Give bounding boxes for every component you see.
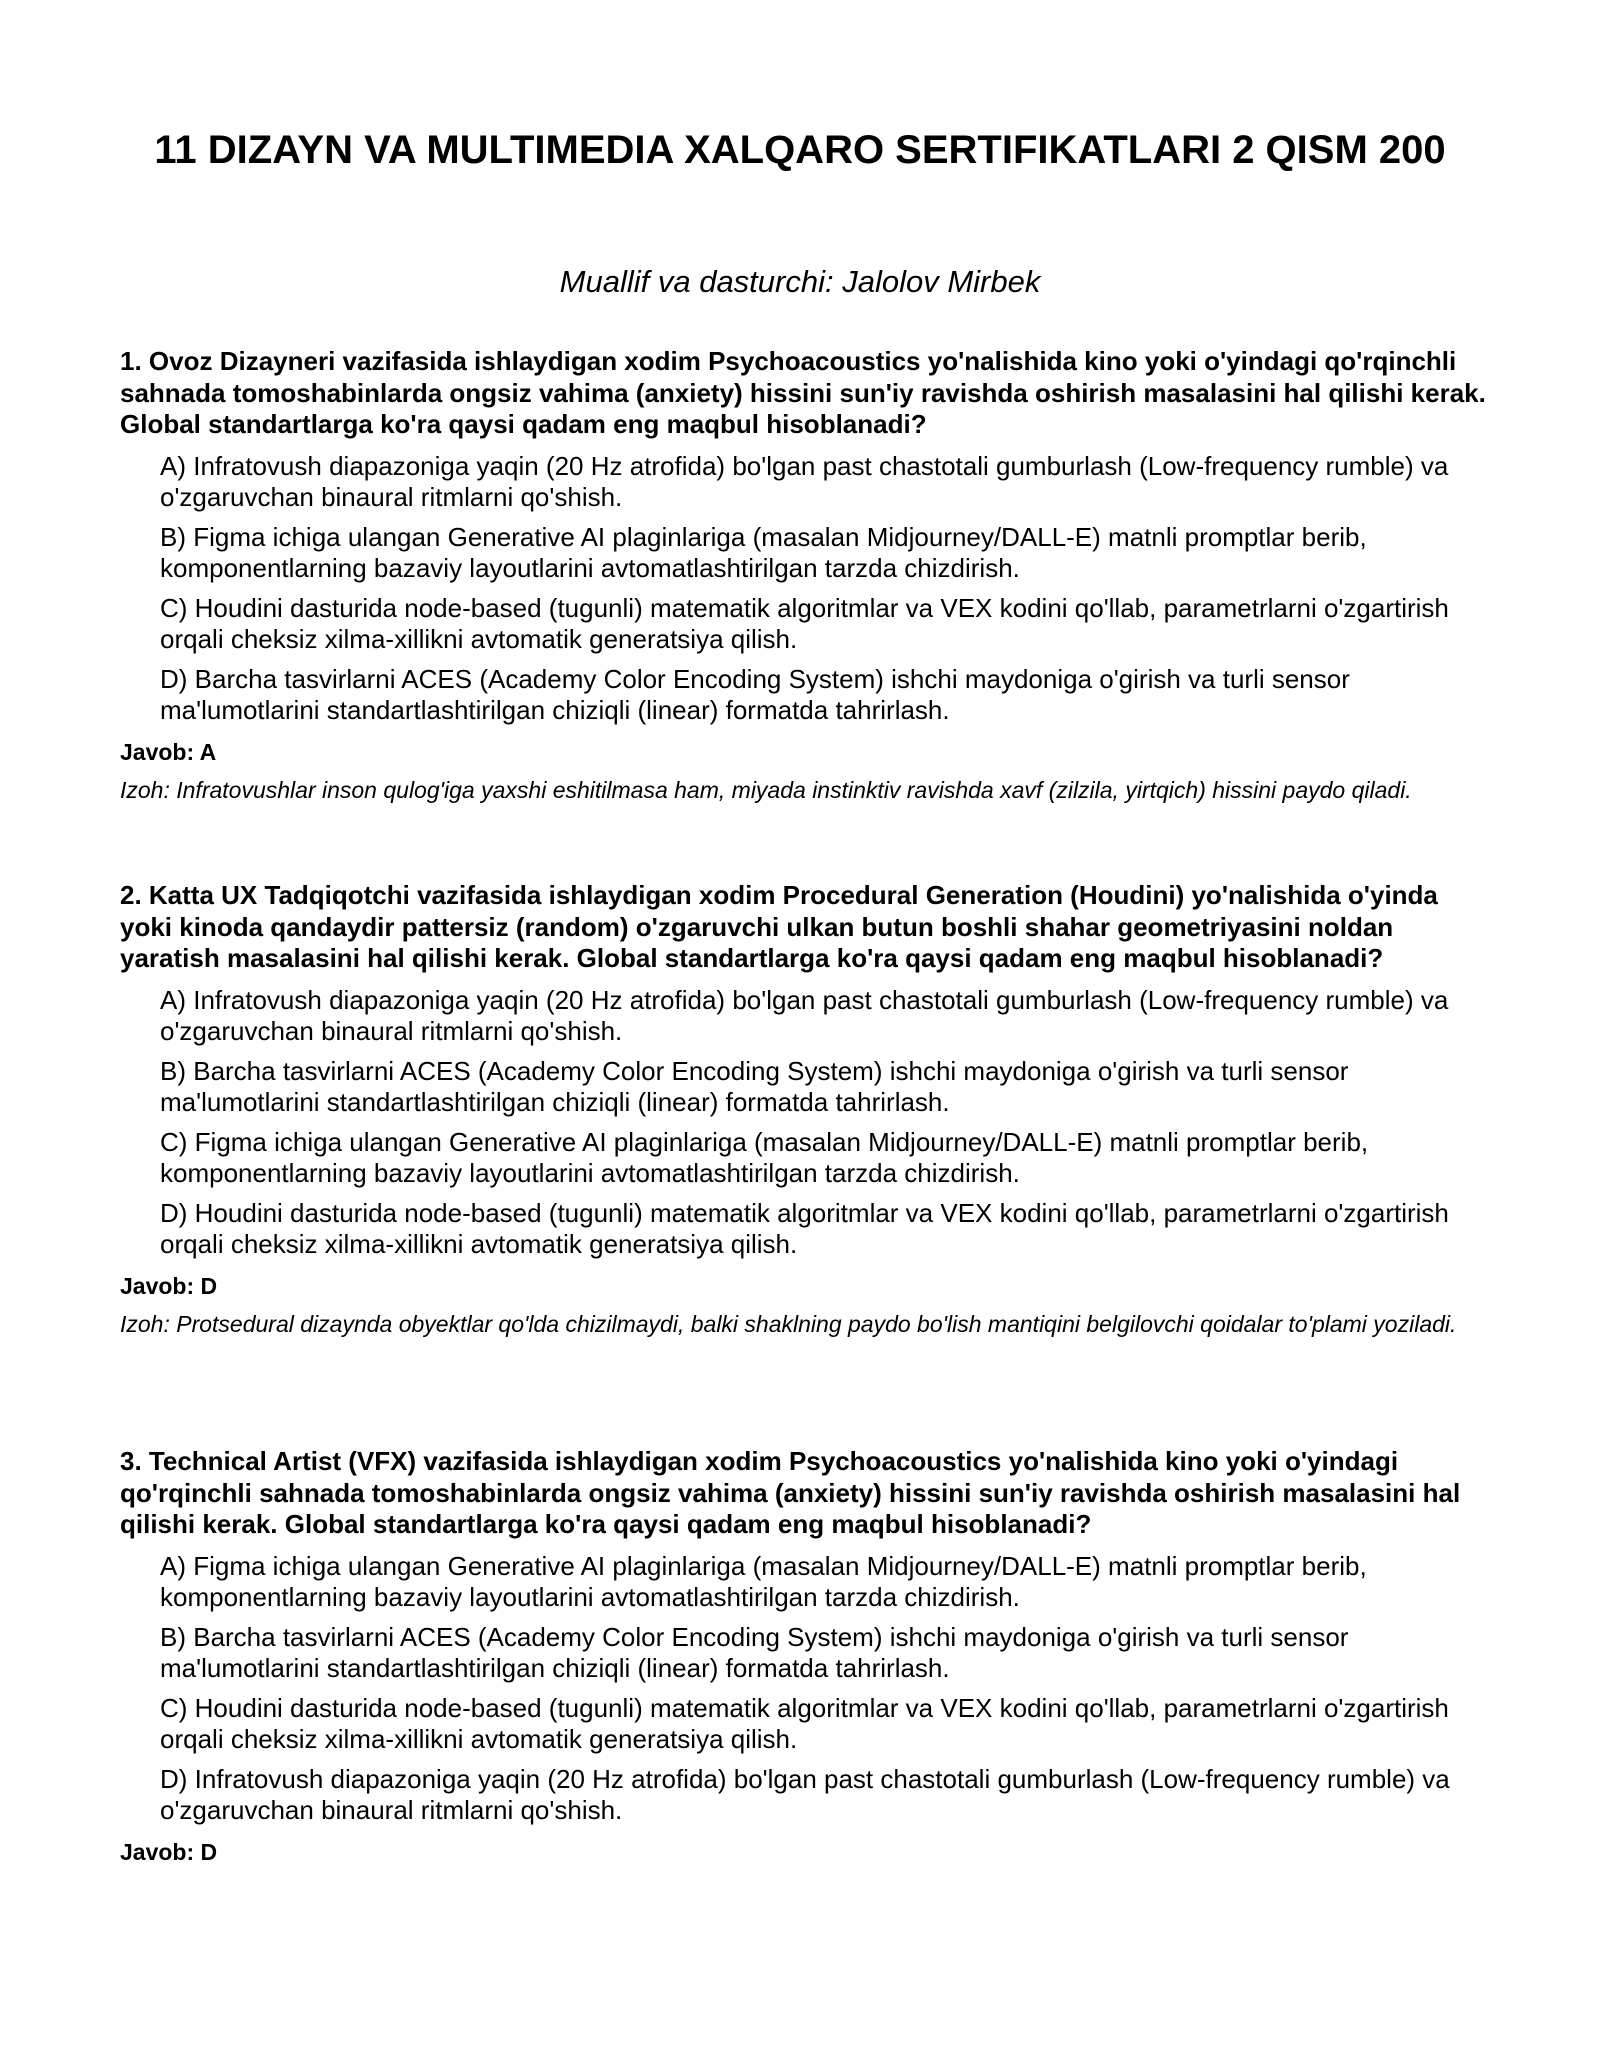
document-author: Muallif va dasturchi: Jalolov Mirbek: [559, 264, 1041, 299]
option-c: C) Houdini dasturida node-based (tugunli) matematik algoritmlar va VEX kodini qo'llab, parametrlarni o'zgartirish orqali cheksiz xilma-xillikni avtomatik generatsiya qilish.: [160, 1692, 1449, 1754]
option-b: B) Barcha tasvirlarni ACES (Academy Color Encoding System) ishchi maydoniga o'girish va turli sensor ma'lumotlarini standartlashtirilgan chiziqli (linear) formatda tahrirlash.: [160, 1621, 1349, 1683]
option-b: B) Barcha tasvirlarni ACES (Academy Color Encoding System) ishchi maydoniga o'girish va turli sensor ma'lumotlarini standartlashtirilgan chiziqli (linear) formatda tahrirlash.: [160, 1055, 1349, 1117]
question-text: 3. Technical Artist (VFX) vazifasida ishlaydigan xodim Psychoacoustics yo'nalishida kino yoki o'yindagi qo'rqinchli sahnada tomoshabinlarda ongsiz vahima (anxiety) hissini sun'iy ravishda oshirish masalasini hal qilishi kerak. Global standartlarga ko'ra qaysi qadam eng maqbul hisoblanadi?: [120, 1446, 1461, 1539]
question-2: [120, 880, 1490, 1340]
option-d: D) Barcha tasvirlarni ACES (Academy Color Encoding System) ishchi maydoniga o'girish va turli sensor ma'lumotlarini standartlashtirilgan chiziqli (linear) formatda tahrirlash.: [160, 663, 1350, 725]
answer-key: Javob: D: [120, 1838, 218, 1865]
answer-options: [120, 1551, 1490, 1827]
document-title: 11 DIZAYN VA MULTIMEDIA XALQARO SERTIFIKATLARI 2 QISM 200: [154, 128, 1446, 172]
option-d: D) Houdini dasturida node-based (tugunli) matematik algoritmlar va VEX kodini qo'llab, parametrlarni o'zgartirish orqali cheksiz xilma-xillikni avtomatik generatsiya qilish.: [160, 1197, 1449, 1259]
explanation-note: Izoh: Infratovushlar inson qulog'iga yaxshi eshitilmasa ham, miyada instinktiv ravishda xavf (zilzila, yirtqich) hissini paydo qiladi.: [120, 776, 1412, 803]
answer-key: Javob: A: [120, 738, 217, 765]
question-3: [120, 1446, 1490, 1867]
question-text: 1. Ovoz Dizayneri vazifasida ishlaydigan xodim Psychoacoustics yo'nalishida kino yoki o'yindagi qo'rqinchli sahnada tomoshabinlarda ongsiz vahima (anxiety) hissini sun'iy ravishda oshirish masalasini hal qilishi kerak. Global standartlarga ko'ra qaysi qadam eng maqbul hisoblanadi?: [120, 346, 1486, 439]
option-d: D) Infratovush diapazoniga yaqin (20 Hz atrofida) bo'lgan past chastotali gumburlash (Low-frequency rumble) va o'zgaruvchan binaural ritmlarni qo'shish.: [160, 1763, 1450, 1825]
answer-options: [120, 985, 1490, 1261]
question-1: [120, 346, 1490, 806]
option-a: A) Figma ichiga ulangan Generative AI plaginlariga (masalan Midjourney/DALL-E) matnli promptlar berib, komponentlarning bazaviy layoutlarini avtomatlashtirilgan tarzda chizdirish.: [160, 1550, 1367, 1612]
answer-options: [120, 451, 1490, 727]
option-b: B) Figma ichiga ulangan Generative AI plaginlariga (masalan Midjourney/DALL-E) matnli promptlar berib, komponentlarning bazaviy layoutlarini avtomatlashtirilgan tarzda chizdirish.: [160, 521, 1367, 583]
answer-key: Javob: D: [120, 1272, 218, 1299]
question-text: 2. Katta UX Tadqiqotchi vazifasida ishlaydigan xodim Procedural Generation (Houdini) yo'nalishida o'yinda yoki kinoda qandaydir pattersiz (random) o'zgaruvchi ulkan butun boshli shahar geometriyasini noldan yaratish masalasini hal qilishi kerak. Global standartlarga ko'ra qaysi qadam eng maqbul hisoblanadi?: [120, 880, 1438, 973]
option-c: C) Figma ichiga ulangan Generative AI plaginlariga (masalan Midjourney/DALL-E) matnli promptlar berib, komponentlarning bazaviy layoutlarini avtomatlashtirilgan tarzda chizdirish.: [160, 1126, 1369, 1188]
option-a: A) Infratovush diapazoniga yaqin (20 Hz atrofida) bo'lgan past chastotali gumburlash (Low-frequency rumble) va o'zgaruvchan binaural ritmlarni qo'shish.: [160, 450, 1449, 512]
option-a: A) Infratovush diapazoniga yaqin (20 Hz atrofida) bo'lgan past chastotali gumburlash (Low-frequency rumble) va o'zgaruvchan binaural ritmlarni qo'shish.: [160, 984, 1449, 1046]
option-c: C) Houdini dasturida node-based (tugunli) matematik algoritmlar va VEX kodini qo'llab, parametrlarni o'zgartirish orqali cheksiz xilma-xillikni avtomatik generatsiya qilish.: [160, 592, 1449, 654]
explanation-note: Izoh: Protsedural dizaynda obyektlar qo'lda chizilmaydi, balki shaklning paydo bo'lish mantiqini belgilovchi qoidalar to'plami yoziladi.: [120, 1310, 1457, 1337]
